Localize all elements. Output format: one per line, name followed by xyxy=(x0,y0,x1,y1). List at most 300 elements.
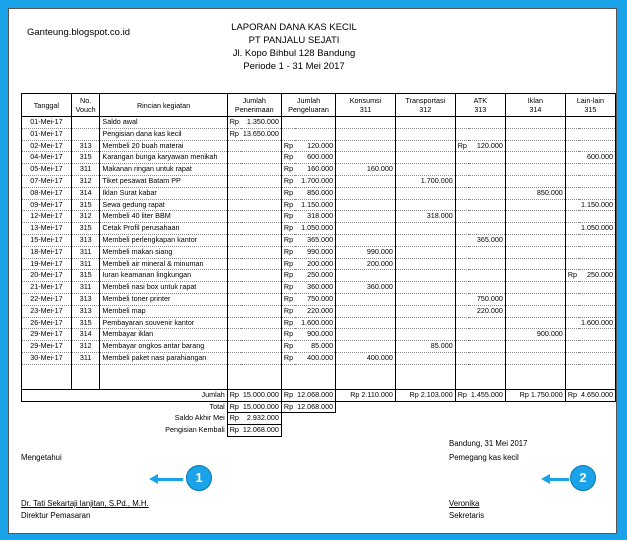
cell-rp-in xyxy=(227,293,241,305)
cell-rincian: Karangan bunga karyawan menikah xyxy=(100,152,227,164)
cell-transportasi: 318.000 xyxy=(395,211,455,223)
cell-penerimaan xyxy=(241,341,281,353)
cell-rp-atk xyxy=(455,258,469,270)
cell-rp-in xyxy=(227,317,241,329)
cell-rp-out: Rp xyxy=(281,152,295,164)
cell-penerimaan xyxy=(241,352,281,364)
cell-rincian: Iuran keamanan lingkungan xyxy=(100,270,227,282)
cell-no-vouch: 312 xyxy=(71,175,100,187)
cell-konsumsi: 360.000 xyxy=(336,282,396,294)
jumlah-row: Jumlah Rp 15.000.000 Rp 12.068.000 Rp 2.110.000 Rp 2.103.000 Rp 1.455.000 Rp 1.750.000 Rp 4.650.000 xyxy=(22,389,616,401)
blog-url: Ganteung.blogspot.co.id xyxy=(27,27,130,38)
table-row xyxy=(22,175,616,187)
jumlah-atk: 1.455.000 xyxy=(469,389,505,401)
cell-no-vouch: 311 xyxy=(71,258,100,270)
cell-date: 09-Mei-17 xyxy=(22,199,72,211)
cell-penerimaan xyxy=(241,199,281,211)
table-row xyxy=(22,317,616,329)
cell-date: 30-Mei-17 xyxy=(22,352,72,364)
jumlah-konsumsi: Rp 2.110.000 xyxy=(336,389,396,401)
cell-pengeluaran: 200.000 xyxy=(295,258,335,270)
cell-konsumsi: 990.000 xyxy=(336,246,396,258)
cell-rp-in xyxy=(227,305,241,317)
cell-iklan xyxy=(505,282,565,294)
cell-date: 19-Mei-17 xyxy=(22,258,72,270)
cell-lain-lain xyxy=(579,117,615,129)
table-row xyxy=(22,140,616,152)
cell-iklan xyxy=(505,305,565,317)
badge-2: 2 xyxy=(570,465,596,491)
cell-no-vouch: 313 xyxy=(71,234,100,246)
cell-lain-lain xyxy=(579,352,615,364)
jumlah-penerimaan: 15.000.000 xyxy=(241,389,281,401)
cell-rp-lain xyxy=(565,329,579,341)
cell-rincian: Membeli map xyxy=(100,305,227,317)
cell-penerimaan xyxy=(241,140,281,152)
saldo-value: 2.932.000 xyxy=(241,413,281,425)
cell-rp-atk xyxy=(455,223,469,235)
cell-transportasi xyxy=(395,317,455,329)
cell-penerimaan xyxy=(241,164,281,176)
cell-atk xyxy=(469,223,505,235)
cell-rp-atk xyxy=(455,305,469,317)
cell-atk xyxy=(469,128,505,140)
cell-atk xyxy=(469,246,505,258)
report-sheet xyxy=(8,8,617,534)
cell-lain-lain xyxy=(579,246,615,258)
cell-rp-in xyxy=(227,282,241,294)
cell-rp-atk xyxy=(455,246,469,258)
jumlah-iklan: Rp 1.750.000 xyxy=(505,389,565,401)
table-row xyxy=(22,187,616,199)
cell-penerimaan xyxy=(241,317,281,329)
cell-rp-lain xyxy=(565,234,579,246)
cell-rp-lain xyxy=(565,128,579,140)
cell-rp-atk xyxy=(455,282,469,294)
cell-penerimaan xyxy=(241,305,281,317)
cell-rp-lain xyxy=(565,175,579,187)
cell-lain-lain xyxy=(579,128,615,140)
company-name: PT PANJALU SEJATI xyxy=(248,35,340,46)
cell-rp-lain xyxy=(565,164,579,176)
cell-rp-in: Rp xyxy=(227,128,241,140)
cell-lain-lain xyxy=(579,234,615,246)
cell-iklan xyxy=(505,223,565,235)
cell-rp-lain xyxy=(565,352,579,364)
cell-rincian: Membayar ongkos antar barang xyxy=(100,341,227,353)
cell-rp-in xyxy=(227,164,241,176)
cell-rp-in xyxy=(227,175,241,187)
cell-pengeluaran: 750.000 xyxy=(295,293,335,305)
col-lain-lain: Lain-lain 315 xyxy=(565,94,615,117)
cell-atk xyxy=(469,117,505,129)
col-tanggal: Tanggal xyxy=(22,94,72,117)
cell-atk xyxy=(469,329,505,341)
cell-date: 07-Mei-17 xyxy=(22,175,72,187)
cell-penerimaan xyxy=(241,329,281,341)
cell-date: 01-Mei-17 xyxy=(22,128,72,140)
cell-atk xyxy=(469,270,505,282)
cell-pengeluaran: 318.000 xyxy=(295,211,335,223)
cell-rincian: Membayar iklan xyxy=(100,329,227,341)
cell-rp-in xyxy=(227,270,241,282)
cell-rp-atk xyxy=(455,234,469,246)
cell-konsumsi xyxy=(336,175,396,187)
table-row xyxy=(22,246,616,258)
cell-rp-lain xyxy=(565,117,579,129)
total-label: Total xyxy=(22,401,228,413)
cell-atk: 120.000 xyxy=(469,140,505,152)
cell-transportasi xyxy=(395,164,455,176)
cell-iklan xyxy=(505,317,565,329)
cell-konsumsi: 160.000 xyxy=(336,164,396,176)
cell-transportasi xyxy=(395,282,455,294)
cell-pengeluaran: 220.000 xyxy=(295,305,335,317)
cell-no-vouch: 311 xyxy=(71,282,100,294)
cell-rp-out xyxy=(281,128,295,140)
cell-date: 18-Mei-17 xyxy=(22,246,72,258)
jumlah-lain-lain: 4.650.000 xyxy=(579,389,615,401)
cell-konsumsi xyxy=(336,305,396,317)
signer-left-name: Dr. Tati Sekartaji lanjitan, S.Pd., M.H. xyxy=(21,499,149,508)
cell-pengeluaran: 250.000 xyxy=(295,270,335,282)
cell-transportasi xyxy=(395,305,455,317)
cell-pengeluaran: 1.700.000 xyxy=(295,175,335,187)
cell-lain-lain xyxy=(579,329,615,341)
total-penerimaan: 15.000.000 xyxy=(241,401,281,413)
table-row xyxy=(22,282,616,294)
cell-iklan xyxy=(505,341,565,353)
cell-iklan xyxy=(505,152,565,164)
cell-rp-out: Rp xyxy=(281,293,295,305)
cell-transportasi xyxy=(395,152,455,164)
cell-rincian: Pengisian dana kas kecil xyxy=(100,128,227,140)
cell-date: 29-Mei-17 xyxy=(22,341,72,353)
cell-rp-out: Rp xyxy=(281,234,295,246)
cell-transportasi xyxy=(395,117,455,129)
cell-no-vouch: 315 xyxy=(71,317,100,329)
cell-penerimaan xyxy=(241,246,281,258)
cell-no-vouch: 312 xyxy=(71,341,100,353)
cell-atk xyxy=(469,317,505,329)
table-row xyxy=(22,164,616,176)
cell-rp-out xyxy=(281,117,295,129)
cell-pengeluaran: 990.000 xyxy=(295,246,335,258)
cell-transportasi xyxy=(395,352,455,364)
cell-lain-lain xyxy=(579,341,615,353)
cell-rp-atk xyxy=(455,211,469,223)
cell-rp-out: Rp xyxy=(281,341,295,353)
cell-penerimaan: 13.650.000 xyxy=(241,128,281,140)
mengetahui-label: Mengetahui xyxy=(21,453,62,462)
cell-lain-lain: 1.600.000 xyxy=(579,317,615,329)
cell-rp-out: Rp xyxy=(281,187,295,199)
cell-date: 29-Mei-17 xyxy=(22,329,72,341)
signer-left-title: Direktur Pemasaran xyxy=(21,511,91,520)
cell-penerimaan xyxy=(241,258,281,270)
cell-lain-lain xyxy=(579,211,615,223)
cell-lain-lain xyxy=(579,140,615,152)
cell-rp-lain xyxy=(565,282,579,294)
cell-date: 04-Mei-17 xyxy=(22,152,72,164)
cell-date: 13-Mei-17 xyxy=(22,223,72,235)
totals-block xyxy=(22,364,616,436)
table-row xyxy=(22,293,616,305)
cell-date: 26-Mei-17 xyxy=(22,317,72,329)
cell-iklan: 850.000 xyxy=(505,187,565,199)
cell-pengeluaran: 365.000 xyxy=(295,234,335,246)
col-konsumsi: Konsumsi 311 xyxy=(336,94,396,117)
cell-atk xyxy=(469,175,505,187)
jumlah-pengeluaran: 12.068.000 xyxy=(295,389,335,401)
cell-rincian: Membeli perlengkapan kantor xyxy=(100,234,227,246)
cell-penerimaan xyxy=(241,152,281,164)
cell-iklan xyxy=(505,164,565,176)
cell-pengeluaran: 1.600.000 xyxy=(295,317,335,329)
cell-date: 08-Mei-17 xyxy=(22,187,72,199)
cell-transportasi xyxy=(395,234,455,246)
cell-rp-out: Rp xyxy=(281,270,295,282)
company-address: Jl. Kopo Bihbul 128 Bandung xyxy=(232,48,356,59)
cell-lain-lain xyxy=(579,164,615,176)
cell-rincian: Cetak Profil perusahaan xyxy=(100,223,227,235)
cell-atk xyxy=(469,341,505,353)
jumlah-label: Jumlah xyxy=(22,389,228,401)
cell-konsumsi xyxy=(336,187,396,199)
total-pengeluaran: 12.068.000 xyxy=(295,401,335,413)
cell-rp-out: Rp xyxy=(281,199,295,211)
cell-atk: 220.000 xyxy=(469,305,505,317)
cell-rp-atk xyxy=(455,117,469,129)
cell-rp-lain: Rp xyxy=(565,270,579,282)
report-title: LAPORAN DANA KAS KECIL xyxy=(231,22,357,33)
cell-transportasi xyxy=(395,246,455,258)
cell-konsumsi: 200.000 xyxy=(336,258,396,270)
header-row xyxy=(22,94,616,117)
cell-pengeluaran: 850.000 xyxy=(295,187,335,199)
cell-pengeluaran: 360.000 xyxy=(295,282,335,294)
cell-lain-lain xyxy=(579,187,615,199)
table-row xyxy=(22,352,616,364)
signer-right-title: Sekretaris xyxy=(449,511,485,520)
cell-konsumsi xyxy=(336,329,396,341)
cell-konsumsi xyxy=(336,223,396,235)
table-row xyxy=(22,234,616,246)
table-row xyxy=(22,152,616,164)
cell-rincian: Membeli 40 liter BBM xyxy=(100,211,227,223)
cell-atk: 365.000 xyxy=(469,234,505,246)
pengisian-label: Pengisian Kembali xyxy=(22,425,228,437)
cell-pengeluaran: 600.000 xyxy=(295,152,335,164)
cell-rp-in xyxy=(227,258,241,270)
cell-penerimaan xyxy=(241,175,281,187)
cell-pengeluaran: 900.000 xyxy=(295,329,335,341)
col-iklan: Iklan 314 xyxy=(505,94,565,117)
cell-no-vouch: 315 xyxy=(71,199,100,211)
cell-lain-lain: 600.000 xyxy=(579,152,615,164)
cell-no-vouch: 313 xyxy=(71,140,100,152)
cell-rincian: Membeli 20 buah materai xyxy=(100,140,227,152)
report-rows xyxy=(22,117,616,365)
arrow-left-icon-2 xyxy=(549,478,569,481)
cell-lain-lain xyxy=(579,305,615,317)
cell-rp-in xyxy=(227,234,241,246)
cell-rp-lain xyxy=(565,258,579,270)
cell-rincian: Membeli toner printer xyxy=(100,293,227,305)
cell-rincian: Membeli makan siang xyxy=(100,246,227,258)
table-row xyxy=(22,329,616,341)
cell-pengeluaran: 400.000 xyxy=(295,352,335,364)
cell-rp-out: Rp xyxy=(281,223,295,235)
cell-rincian: Sewa gedung rapat xyxy=(100,199,227,211)
cell-iklan xyxy=(505,270,565,282)
cell-rp-out: Rp xyxy=(281,282,295,294)
table-row xyxy=(22,128,616,140)
cell-rp-atk xyxy=(455,199,469,211)
cell-rp-in xyxy=(227,352,241,364)
cell-rp-lain xyxy=(565,317,579,329)
table-row xyxy=(22,305,616,317)
cell-rp-in xyxy=(227,246,241,258)
table-row xyxy=(22,341,616,353)
pengisian-row: Pengisian Kembali Rp 12.068.000 xyxy=(22,425,616,437)
cell-transportasi xyxy=(395,223,455,235)
cell-penerimaan xyxy=(241,270,281,282)
cell-rp-out: Rp xyxy=(281,258,295,270)
pemegang-label: Pemegang kas kecil xyxy=(449,453,519,462)
cell-rp-lain xyxy=(565,187,579,199)
cell-rp-in xyxy=(227,223,241,235)
total-row: Total Rp 15.000.000 Rp 12.068.000 xyxy=(22,401,616,413)
cell-konsumsi xyxy=(336,117,396,129)
col-penerimaan: Jumlah Penerimaan xyxy=(227,94,281,117)
cell-penerimaan xyxy=(241,282,281,294)
cell-iklan xyxy=(505,128,565,140)
cell-penerimaan xyxy=(241,187,281,199)
cell-pengeluaran: 1.050.000 xyxy=(295,223,335,235)
cell-konsumsi xyxy=(336,199,396,211)
cell-transportasi xyxy=(395,258,455,270)
cell-date: 23-Mei-17 xyxy=(22,305,72,317)
cell-rp-atk: Rp xyxy=(455,140,469,152)
cell-atk xyxy=(469,152,505,164)
saldo-row: Saldo Akhir Mei Rp 2.932.000 xyxy=(22,413,616,425)
cell-rincian: Tiket pesawat Batam PP xyxy=(100,175,227,187)
cell-rp-in: Rp xyxy=(227,117,241,129)
cell-penerimaan xyxy=(241,211,281,223)
cell-rincian: Membeli paket nasi parahiangan xyxy=(100,352,227,364)
cell-rp-atk xyxy=(455,270,469,282)
cell-transportasi xyxy=(395,199,455,211)
cell-konsumsi xyxy=(336,270,396,282)
col-rincian: Rincian kegiatan xyxy=(100,94,227,117)
cell-date: 21-Mei-17 xyxy=(22,282,72,294)
cell-iklan xyxy=(505,211,565,223)
cell-rp-atk xyxy=(455,317,469,329)
cell-pengeluaran: 85.000 xyxy=(295,341,335,353)
cell-rp-atk xyxy=(455,152,469,164)
cell-rp-out: Rp xyxy=(281,305,295,317)
cell-no-vouch: 313 xyxy=(71,293,100,305)
cell-rp-lain xyxy=(565,199,579,211)
cash-report-table xyxy=(21,93,616,437)
cell-transportasi: 1.700.000 xyxy=(395,175,455,187)
cell-lain-lain: 250.000 xyxy=(579,270,615,282)
cell-lain-lain: 1.150.000 xyxy=(579,199,615,211)
cell-rp-out: Rp xyxy=(281,164,295,176)
cell-iklan xyxy=(505,175,565,187)
cell-atk xyxy=(469,199,505,211)
cell-pengeluaran: 160.000 xyxy=(295,164,335,176)
cell-iklan xyxy=(505,234,565,246)
cell-rincian: Membeli air mineral & minuman xyxy=(100,258,227,270)
cell-date: 05-Mei-17 xyxy=(22,164,72,176)
cell-rp-atk xyxy=(455,175,469,187)
cell-atk xyxy=(469,211,505,223)
cell-no-vouch: 314 xyxy=(71,329,100,341)
table-row xyxy=(22,199,616,211)
cell-rp-out: Rp xyxy=(281,317,295,329)
cell-date: 22-Mei-17 xyxy=(22,293,72,305)
cell-transportasi xyxy=(395,270,455,282)
cell-atk xyxy=(469,352,505,364)
report-period: Periode 1 - 31 Mei 2017 xyxy=(243,61,345,72)
cell-konsumsi xyxy=(336,234,396,246)
cell-rp-atk xyxy=(455,329,469,341)
cell-iklan xyxy=(505,258,565,270)
arrow-left-icon xyxy=(157,478,183,481)
cell-rp-out: Rp xyxy=(281,352,295,364)
cell-rp-out: Rp xyxy=(281,329,295,341)
cell-rincian: Makanan ringan untuk rapat xyxy=(100,164,227,176)
table-row xyxy=(22,270,616,282)
cell-transportasi xyxy=(395,293,455,305)
cell-date: 15-Mei-17 xyxy=(22,234,72,246)
cell-pengeluaran: 1.150.000 xyxy=(295,199,335,211)
cell-rp-in xyxy=(227,152,241,164)
cell-konsumsi xyxy=(336,341,396,353)
cell-rp-lain xyxy=(565,341,579,353)
table-row xyxy=(22,117,616,129)
cell-konsumsi xyxy=(336,211,396,223)
cell-rincian: Saldo awal xyxy=(100,117,227,129)
cell-lain-lain xyxy=(579,282,615,294)
cell-date: 02-Mei-17 xyxy=(22,140,72,152)
cell-rp-atk xyxy=(455,352,469,364)
cell-iklan xyxy=(505,199,565,211)
table-row xyxy=(22,258,616,270)
cell-rp-atk xyxy=(455,164,469,176)
cell-pengeluaran: 120.000 xyxy=(295,140,335,152)
cell-penerimaan xyxy=(241,223,281,235)
cell-rp-lain xyxy=(565,152,579,164)
cell-rp-lain xyxy=(565,211,579,223)
cell-rp-lain xyxy=(565,140,579,152)
cell-rp-lain xyxy=(565,246,579,258)
cell-iklan xyxy=(505,246,565,258)
col-no-vouch: No. Vouch xyxy=(71,94,100,117)
cell-rincian: Membeli nasi box untuk rapat xyxy=(100,282,227,294)
cell-pengeluaran xyxy=(295,117,335,129)
cell-transportasi xyxy=(395,128,455,140)
cell-rp-in xyxy=(227,140,241,152)
cell-rp-out: Rp xyxy=(281,246,295,258)
cell-rp-lain xyxy=(565,293,579,305)
cell-no-vouch xyxy=(71,117,100,129)
table-row xyxy=(22,223,616,235)
cell-no-vouch xyxy=(71,128,100,140)
cell-rp-atk xyxy=(455,187,469,199)
